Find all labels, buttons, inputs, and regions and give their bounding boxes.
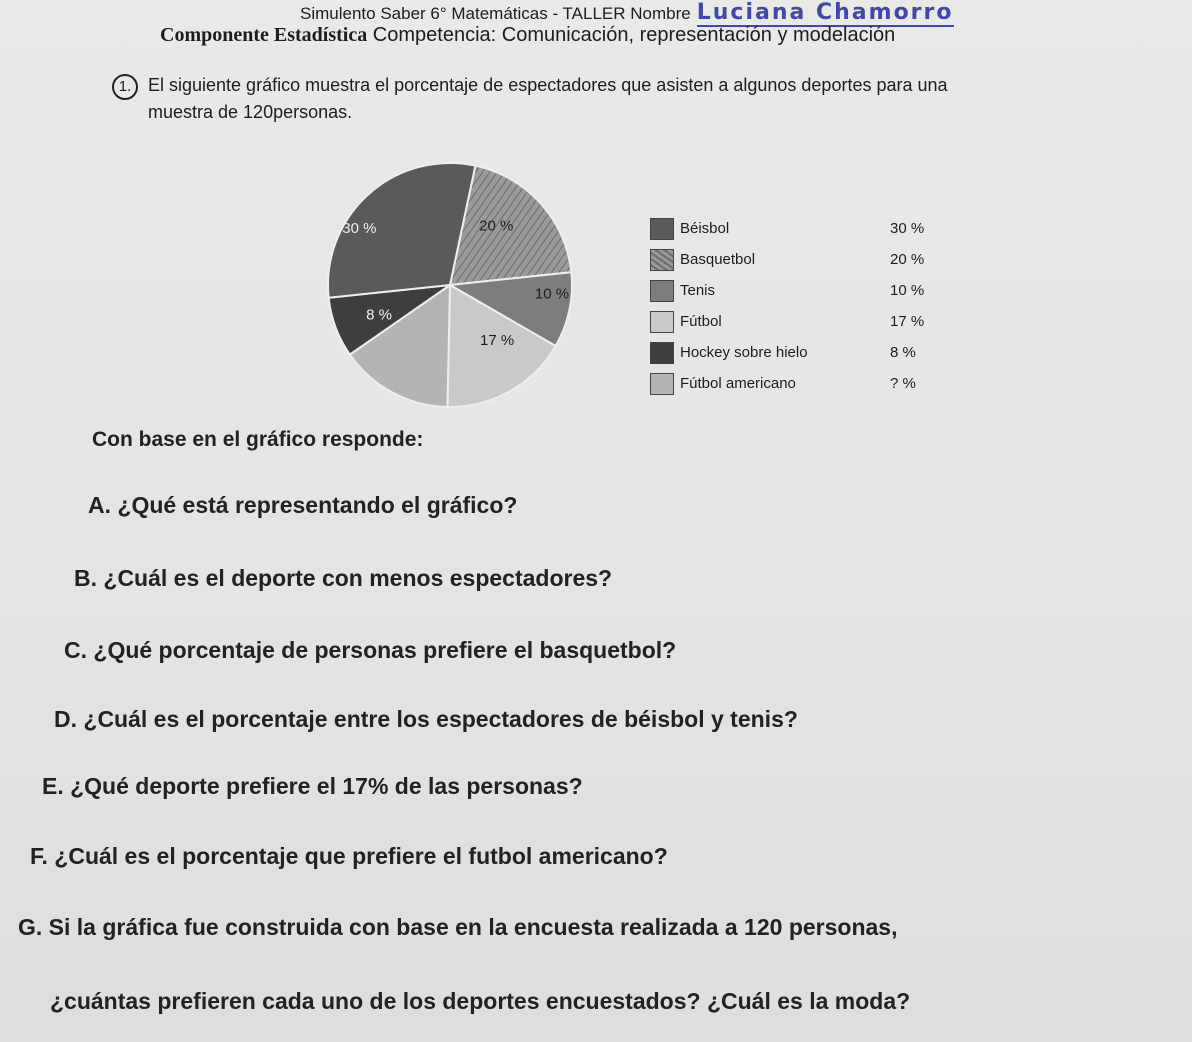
question-b: B. ¿Cuál es el deporte con menos espectadores? <box>74 565 613 591</box>
legend-swatch <box>650 249 674 271</box>
pie-slice-label-4: 8 % <box>366 306 393 324</box>
legend-swatch <box>650 342 674 364</box>
question-g-line1: G. Si la gráfica fue construida con base en la encuesta realizada a 120 personas, <box>18 914 898 940</box>
legend-swatch <box>650 373 674 395</box>
component-competency: Competencia: Comunicación, representación y modelación <box>372 24 896 46</box>
legend-swatch <box>650 280 674 302</box>
pie-slice-label-1: 20 % <box>479 217 514 235</box>
instruction-prompt: Con base en el gráfico responde: <box>92 428 424 451</box>
pie-slice-label-2: 10 % <box>534 285 570 303</box>
legend-item <box>650 311 940 333</box>
legend-label: Fútbol americano <box>680 375 796 392</box>
legend-label: Tenis <box>680 282 716 299</box>
legend-item <box>650 249 940 271</box>
legend-item <box>650 280 940 302</box>
legend-value: 8 % <box>890 344 916 361</box>
legend-label: Fútbol <box>680 313 722 330</box>
header-title: Simulento Saber 6° Matemáticas - TALLER Nombre <box>300 4 691 23</box>
pie-slice-label-0: 30 % <box>342 219 377 237</box>
question-f: F. ¿Cuál es el porcentaje que prefiere el futbol americano? <box>30 843 668 869</box>
pie-slice-label-3: 17 % <box>480 331 515 349</box>
question-g-line2: ¿cuántas prefieren cada uno de los deportes encuestados? ¿Cuál es la moda? <box>50 988 911 1014</box>
legend-swatch <box>650 311 674 333</box>
legend-label: Béisbol <box>680 220 730 237</box>
question-1 <box>112 73 1102 124</box>
student-name-handwritten: Luciana Chamorro <box>696 0 954 25</box>
component-line <box>160 24 895 47</box>
question-1-line1: El siguiente gráfico muestra el porcentaje de espectadores que asisten a algunos deportes para una <box>148 75 948 95</box>
question-1-line2: muestra de 120personas. <box>148 102 353 122</box>
legend-value: 17 % <box>890 313 925 330</box>
legend-value: 10 % <box>890 282 925 299</box>
legend-item <box>650 342 940 364</box>
legend-swatch <box>650 218 674 240</box>
legend-item <box>650 373 940 395</box>
question-number-circle: 1. <box>112 74 138 100</box>
pie-chart <box>300 160 600 420</box>
legend-value: ? % <box>890 375 916 392</box>
legend-label: Hockey sobre hielo <box>680 344 808 361</box>
page-header <box>300 0 954 25</box>
question-d: D. ¿Cuál es el porcentaje entre los espectadores de béisbol y tenis? <box>54 706 798 732</box>
question-e: E. ¿Qué deporte prefiere el 17% de las personas? <box>42 773 583 799</box>
component-lead: Componente Estadística <box>160 24 368 46</box>
legend-value: 20 % <box>890 251 925 268</box>
question-a: A. ¿Qué está representando el gráfico? <box>88 492 518 518</box>
legend-item <box>650 218 940 240</box>
question-c: C. ¿Qué porcentaje de personas prefiere el basquetbol? <box>64 637 677 663</box>
legend-value: 30 % <box>890 220 925 237</box>
legend-label: Basquetbol <box>680 251 756 268</box>
